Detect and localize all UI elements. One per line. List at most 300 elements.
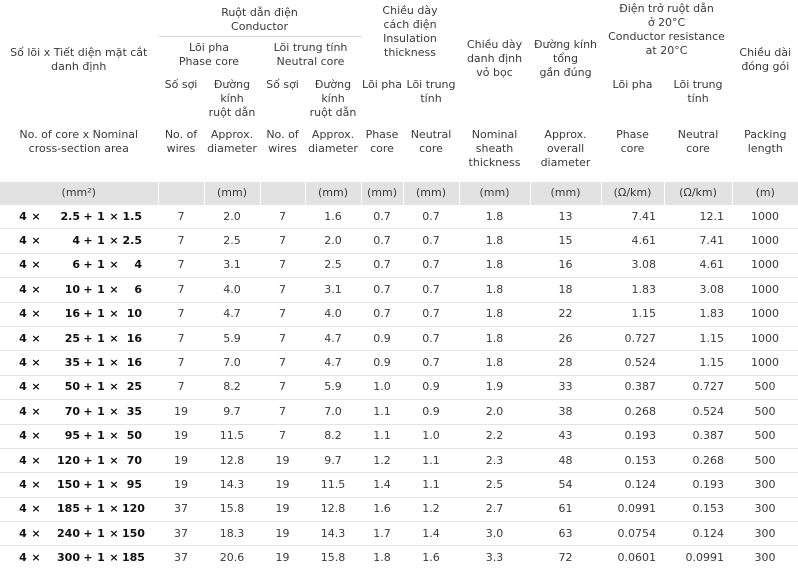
table-cell: 0.7 bbox=[361, 302, 403, 326]
table-row bbox=[0, 497, 798, 521]
table-cell: 3.1 bbox=[204, 253, 260, 277]
size-part: × bbox=[109, 209, 119, 223]
table-cell: 0.268 bbox=[601, 400, 664, 424]
size-part: 4 bbox=[19, 404, 27, 418]
table-cell: 1000 bbox=[732, 351, 798, 375]
size-cell bbox=[0, 253, 158, 277]
table-cell: 7.0 bbox=[305, 400, 361, 424]
table-cell: 4.7 bbox=[204, 302, 260, 326]
size-part: 70 bbox=[126, 453, 142, 467]
table-cell: 7 bbox=[158, 205, 204, 229]
table-cell: 0.7 bbox=[361, 229, 403, 253]
table-cell: 33 bbox=[530, 375, 601, 399]
unit-cell: (Ω/km) bbox=[601, 182, 664, 205]
size-cell bbox=[0, 424, 158, 448]
ins-neutral-vi: Lõi trung tính bbox=[403, 74, 459, 128]
neutral-core-group-header: Lõi trung tính Neutral core bbox=[260, 36, 361, 74]
sheath-header-en: Nominal sheath thickness bbox=[459, 128, 530, 182]
size-part: 1 bbox=[97, 331, 105, 345]
table-cell: 7 bbox=[158, 229, 204, 253]
table-cell: 7 bbox=[260, 351, 305, 375]
table-cell: 7 bbox=[260, 253, 305, 277]
table-cell: 1.15 bbox=[664, 326, 732, 350]
table-cell: 1000 bbox=[732, 278, 798, 302]
size-part: × bbox=[109, 234, 119, 248]
size-part: 1 bbox=[97, 258, 105, 272]
table-cell: 37 bbox=[158, 522, 204, 546]
table-cell: 0.387 bbox=[601, 375, 664, 399]
units-row bbox=[0, 182, 798, 205]
table-cell: 28 bbox=[530, 351, 601, 375]
size-part: 4 bbox=[19, 453, 27, 467]
size-part: 10 bbox=[64, 282, 80, 296]
table-cell: 1.6 bbox=[305, 205, 361, 229]
table-cell: 19 bbox=[158, 448, 204, 472]
phase-core-group-header: Lõi pha Phase core bbox=[158, 36, 260, 74]
size-part: 4 bbox=[19, 307, 27, 321]
size-part: 1 bbox=[97, 477, 105, 491]
size-part: 4 bbox=[19, 502, 27, 516]
table-cell: 1.7 bbox=[361, 522, 403, 546]
overall-header-vi: Đường kính tổng gần đúng bbox=[530, 0, 601, 128]
table-cell: 1.2 bbox=[361, 448, 403, 472]
size-part: × bbox=[31, 526, 41, 540]
table-cell: 0.268 bbox=[664, 448, 732, 472]
table-cell: 2.5 bbox=[305, 253, 361, 277]
table-cell: 7 bbox=[260, 302, 305, 326]
table-cell: 1.8 bbox=[361, 546, 403, 570]
table-cell: 0.124 bbox=[601, 473, 664, 497]
ins-phase-en: Phase core bbox=[361, 128, 403, 182]
size-part: 1 bbox=[97, 551, 105, 565]
table-cell: 0.9 bbox=[361, 351, 403, 375]
table-cell: 2.0 bbox=[459, 400, 530, 424]
size-part: + bbox=[83, 477, 93, 491]
overall-header-en: Approx. overall diameter bbox=[530, 128, 601, 182]
table-cell: 12.8 bbox=[305, 497, 361, 521]
size-part: × bbox=[109, 502, 119, 516]
table-cell: 300 bbox=[732, 546, 798, 570]
size-part: × bbox=[31, 429, 41, 443]
size-part: + bbox=[83, 209, 93, 223]
table-cell: 1000 bbox=[732, 205, 798, 229]
table-cell: 37 bbox=[158, 546, 204, 570]
size-part: + bbox=[83, 282, 93, 296]
size-part: × bbox=[31, 331, 41, 345]
size-part: 1 bbox=[97, 234, 105, 248]
size-part: 4 bbox=[19, 551, 27, 565]
table-cell: 11.5 bbox=[204, 424, 260, 448]
size-part: + bbox=[83, 453, 93, 467]
size-part: 25 bbox=[126, 380, 142, 394]
table-cell: 300 bbox=[732, 522, 798, 546]
table-cell: 2.2 bbox=[459, 424, 530, 448]
table-cell: 0.7 bbox=[403, 351, 459, 375]
table-cell: 1.8 bbox=[459, 229, 530, 253]
phase-diameter-en: Approx. diameter bbox=[204, 128, 260, 182]
table-cell: 0.7 bbox=[403, 302, 459, 326]
size-part: × bbox=[31, 380, 41, 394]
table-cell: 300 bbox=[732, 473, 798, 497]
table-cell: 1.1 bbox=[403, 473, 459, 497]
size-part: 1 bbox=[97, 356, 105, 370]
size-cell bbox=[0, 205, 158, 229]
size-part: + bbox=[83, 234, 93, 248]
table-cell: 14.3 bbox=[305, 522, 361, 546]
table-cell: 500 bbox=[732, 448, 798, 472]
size-part: + bbox=[83, 258, 93, 272]
table-cell: 0.524 bbox=[601, 351, 664, 375]
table-cell: 15.8 bbox=[204, 497, 260, 521]
sheath-header-vi: Chiều dày danh định vỏ bọc bbox=[459, 0, 530, 128]
unit-cell: (mm) bbox=[459, 182, 530, 205]
conductor-header: Ruột dẫn điện Conductor bbox=[158, 0, 361, 36]
table-row bbox=[0, 302, 798, 326]
table-cell: 0.9 bbox=[403, 400, 459, 424]
table-cell: 26 bbox=[530, 326, 601, 350]
table-cell: 1.6 bbox=[403, 546, 459, 570]
neutral-diameter-en: Approx. diameter bbox=[305, 128, 361, 182]
table-cell: 0.727 bbox=[601, 326, 664, 350]
size-part: 70 bbox=[64, 404, 80, 418]
size-part: × bbox=[109, 526, 119, 540]
size-cell bbox=[0, 497, 158, 521]
table-cell: 1.1 bbox=[361, 400, 403, 424]
size-part: 4 bbox=[19, 234, 27, 248]
table-cell: 4.7 bbox=[305, 326, 361, 350]
table-cell: 0.0991 bbox=[664, 546, 732, 570]
size-part: 6 bbox=[134, 282, 142, 296]
table-cell: 0.7 bbox=[361, 253, 403, 277]
size-cell bbox=[0, 375, 158, 399]
table-cell: 1.1 bbox=[361, 424, 403, 448]
table-cell: 1.9 bbox=[459, 375, 530, 399]
size-part: × bbox=[31, 234, 41, 248]
table-cell: 0.7 bbox=[361, 205, 403, 229]
table-cell: 0.193 bbox=[664, 473, 732, 497]
res-phase-vi: Lõi pha bbox=[601, 74, 664, 128]
size-cell bbox=[0, 302, 158, 326]
size-part: 1 bbox=[97, 526, 105, 540]
size-part: 95 bbox=[126, 477, 142, 491]
size-part: 16 bbox=[64, 307, 80, 321]
size-part: × bbox=[109, 331, 119, 345]
table-cell: 19 bbox=[260, 497, 305, 521]
table-cell: 1.0 bbox=[403, 424, 459, 448]
size-cell bbox=[0, 448, 158, 472]
table-cell: 1000 bbox=[732, 253, 798, 277]
size-part: × bbox=[31, 453, 41, 467]
table-cell: 18.3 bbox=[204, 522, 260, 546]
table-cell: 7 bbox=[260, 326, 305, 350]
neutral-no-wires-en: No. of wires bbox=[260, 128, 305, 182]
size-part: 6 bbox=[72, 258, 80, 272]
phase-no-wires-en: No. of wires bbox=[158, 128, 204, 182]
size-part: × bbox=[109, 477, 119, 491]
table-cell: 19 bbox=[260, 546, 305, 570]
table-cell: 48 bbox=[530, 448, 601, 472]
table-cell: 2.0 bbox=[305, 229, 361, 253]
size-part: + bbox=[83, 429, 93, 443]
table-row bbox=[0, 473, 798, 497]
size-part: 1 bbox=[97, 502, 105, 516]
table-cell: 1000 bbox=[732, 229, 798, 253]
table-cell: 19 bbox=[260, 448, 305, 472]
size-part: 4 bbox=[134, 258, 142, 272]
table-cell: 9.7 bbox=[204, 400, 260, 424]
table-cell: 0.193 bbox=[601, 424, 664, 448]
size-cell bbox=[0, 278, 158, 302]
unit-cell: (mm) bbox=[361, 182, 403, 205]
table-cell: 19 bbox=[158, 400, 204, 424]
table-cell: 1.8 bbox=[459, 326, 530, 350]
table-cell: 0.524 bbox=[664, 400, 732, 424]
size-part: + bbox=[83, 356, 93, 370]
size-part: × bbox=[109, 453, 119, 467]
table-cell: 1.8 bbox=[459, 302, 530, 326]
size-part: × bbox=[109, 356, 119, 370]
size-part: 150 bbox=[57, 477, 80, 491]
table-cell: 7.41 bbox=[601, 205, 664, 229]
size-part: × bbox=[109, 282, 119, 296]
size-part: + bbox=[83, 307, 93, 321]
table-row bbox=[0, 253, 798, 277]
table-cell: 0.9 bbox=[361, 326, 403, 350]
size-part: 300 bbox=[57, 551, 80, 565]
table-cell: 2.7 bbox=[459, 497, 530, 521]
table-cell: 2.5 bbox=[459, 473, 530, 497]
table-cell: 9.7 bbox=[305, 448, 361, 472]
table-cell: 3.0 bbox=[459, 522, 530, 546]
size-part: 1 bbox=[97, 380, 105, 394]
table-row bbox=[0, 448, 798, 472]
table-cell: 1.15 bbox=[664, 351, 732, 375]
table-cell: 7 bbox=[158, 375, 204, 399]
size-cell bbox=[0, 473, 158, 497]
table-cell: 61 bbox=[530, 497, 601, 521]
size-header-en: No. of core x Nominal cross-section area bbox=[0, 128, 158, 182]
table-cell: 500 bbox=[732, 375, 798, 399]
size-cell bbox=[0, 522, 158, 546]
unit-cell: (mm) bbox=[305, 182, 361, 205]
size-part: 1 bbox=[97, 209, 105, 223]
size-part: × bbox=[109, 258, 119, 272]
size-part: × bbox=[109, 429, 119, 443]
table-cell: 3.1 bbox=[305, 278, 361, 302]
size-part: × bbox=[31, 404, 41, 418]
table-cell: 7 bbox=[260, 205, 305, 229]
size-part: 4 bbox=[19, 282, 27, 296]
unit-cell: (mm) bbox=[204, 182, 260, 205]
table-cell: 7 bbox=[260, 229, 305, 253]
table-cell: 4.0 bbox=[204, 278, 260, 302]
size-part: × bbox=[31, 356, 41, 370]
table-cell: 3.08 bbox=[601, 253, 664, 277]
table-cell: 37 bbox=[158, 497, 204, 521]
table-cell: 1000 bbox=[732, 302, 798, 326]
table-cell: 0.9 bbox=[403, 375, 459, 399]
size-part: + bbox=[83, 526, 93, 540]
size-part: 1 bbox=[97, 429, 105, 443]
table-cell: 2.0 bbox=[204, 205, 260, 229]
unit-cell bbox=[158, 182, 204, 205]
size-part: × bbox=[109, 404, 119, 418]
table-cell: 43 bbox=[530, 424, 601, 448]
size-part: 95 bbox=[64, 429, 80, 443]
table-cell: 500 bbox=[732, 424, 798, 448]
table-cell: 15 bbox=[530, 229, 601, 253]
table-cell: 11.5 bbox=[305, 473, 361, 497]
table-cell: 19 bbox=[158, 424, 204, 448]
table-row bbox=[0, 400, 798, 424]
phase-diameter-vi: Đường kính ruột dẫn bbox=[204, 74, 260, 128]
table-cell: 22 bbox=[530, 302, 601, 326]
table-row bbox=[0, 522, 798, 546]
size-part: 4 bbox=[19, 356, 27, 370]
size-cell bbox=[0, 351, 158, 375]
insulation-header: Chiều dày cách điện Insulation thickness bbox=[361, 0, 459, 74]
size-part: 4 bbox=[72, 234, 80, 248]
table-cell: 1.8 bbox=[459, 351, 530, 375]
table-cell: 54 bbox=[530, 473, 601, 497]
table-cell: 7 bbox=[260, 400, 305, 424]
size-part: 240 bbox=[57, 526, 80, 540]
unit-cell: (mm) bbox=[403, 182, 459, 205]
table-row bbox=[0, 326, 798, 350]
table-cell: 8.2 bbox=[305, 424, 361, 448]
neutral-diameter-vi: Đường kính ruột dẫn bbox=[305, 74, 361, 128]
size-part: 4 bbox=[19, 331, 27, 345]
size-part: 50 bbox=[64, 380, 80, 394]
size-part: 35 bbox=[126, 404, 142, 418]
res-neutral-en: Neutral core bbox=[664, 128, 732, 182]
table-cell: 4.0 bbox=[305, 302, 361, 326]
table-cell: 15.8 bbox=[305, 546, 361, 570]
table-cell: 1.83 bbox=[664, 302, 732, 326]
table-cell: 38 bbox=[530, 400, 601, 424]
table-cell: 5.9 bbox=[305, 375, 361, 399]
table-cell: 0.124 bbox=[664, 522, 732, 546]
table-row bbox=[0, 205, 798, 229]
table-cell: 7 bbox=[158, 351, 204, 375]
size-part: × bbox=[109, 551, 119, 565]
size-part: × bbox=[31, 307, 41, 321]
size-part: × bbox=[109, 307, 119, 321]
table-cell: 1.4 bbox=[361, 473, 403, 497]
size-part: + bbox=[83, 502, 93, 516]
table-cell: 1.1 bbox=[403, 448, 459, 472]
table-row bbox=[0, 424, 798, 448]
table-cell: 4.61 bbox=[601, 229, 664, 253]
table-cell: 16 bbox=[530, 253, 601, 277]
size-part: 1 bbox=[97, 453, 105, 467]
table-cell: 300 bbox=[732, 497, 798, 521]
res-phase-en: Phase core bbox=[601, 128, 664, 182]
table-body bbox=[0, 205, 798, 570]
size-header-spacer bbox=[0, 74, 158, 128]
size-part: + bbox=[83, 380, 93, 394]
table-cell: 7 bbox=[158, 253, 204, 277]
unit-cell bbox=[260, 182, 305, 205]
table-cell: 19 bbox=[158, 473, 204, 497]
table-cell: 1.2 bbox=[403, 497, 459, 521]
size-part: 2.5 bbox=[122, 234, 142, 248]
size-part: 4 bbox=[19, 380, 27, 394]
table-cell: 7 bbox=[260, 375, 305, 399]
unit-cell: (mm) bbox=[530, 182, 601, 205]
size-part: × bbox=[109, 380, 119, 394]
unit-cell: (m) bbox=[732, 182, 798, 205]
table-cell: 0.7 bbox=[403, 278, 459, 302]
table-cell: 7 bbox=[158, 326, 204, 350]
size-cell bbox=[0, 229, 158, 253]
table-cell: 1.8 bbox=[459, 205, 530, 229]
table-cell: 1.6 bbox=[361, 497, 403, 521]
table-cell: 3.08 bbox=[664, 278, 732, 302]
unit-cell: (mm²) bbox=[0, 182, 158, 205]
size-part: × bbox=[31, 477, 41, 491]
table-cell: 3.3 bbox=[459, 546, 530, 570]
table-cell: 1.8 bbox=[459, 253, 530, 277]
table-cell: 19 bbox=[260, 522, 305, 546]
phase-no-wires-vi: Số sợi bbox=[158, 74, 204, 128]
size-part: 185 bbox=[57, 502, 80, 516]
table-cell: 2.3 bbox=[459, 448, 530, 472]
table-cell: 0.7 bbox=[403, 205, 459, 229]
size-part: + bbox=[83, 404, 93, 418]
table-cell: 20.6 bbox=[204, 546, 260, 570]
size-part: 150 bbox=[122, 526, 145, 540]
table-cell: 1.4 bbox=[403, 522, 459, 546]
table-cell: 1000 bbox=[732, 326, 798, 350]
table-cell: 14.3 bbox=[204, 473, 260, 497]
table-cell: 7 bbox=[260, 424, 305, 448]
resistance-header: Điện trở ruột dẫn ở 20°C Conductor resistance at 20°C bbox=[601, 0, 732, 74]
table-cell: 4.61 bbox=[664, 253, 732, 277]
size-part: 50 bbox=[126, 429, 142, 443]
size-part: 1 bbox=[97, 404, 105, 418]
table-cell: 7 bbox=[260, 278, 305, 302]
size-part: × bbox=[31, 502, 41, 516]
table-cell: 1.83 bbox=[601, 278, 664, 302]
table-cell: 0.7 bbox=[403, 229, 459, 253]
table-cell: 0.387 bbox=[664, 424, 732, 448]
table-cell: 7.0 bbox=[204, 351, 260, 375]
size-cell bbox=[0, 546, 158, 570]
res-neutral-vi: Lõi trung tính bbox=[664, 74, 732, 128]
ins-neutral-en: Neutral core bbox=[403, 128, 459, 182]
table-cell: 0.7 bbox=[403, 253, 459, 277]
packing-header-vi: Chiều dài đóng gói bbox=[739, 46, 792, 73]
table-cell: 72 bbox=[530, 546, 601, 570]
ins-phase-vi: Lõi pha bbox=[361, 74, 403, 128]
table-cell: 7 bbox=[158, 302, 204, 326]
table-cell: 8.2 bbox=[204, 375, 260, 399]
table-cell: 0.153 bbox=[601, 448, 664, 472]
size-part: × bbox=[31, 209, 41, 223]
size-part: 4 bbox=[19, 429, 27, 443]
table-cell: 0.153 bbox=[664, 497, 732, 521]
unit-cell: (Ω/km) bbox=[664, 182, 732, 205]
table-cell: 2.5 bbox=[204, 229, 260, 253]
table-cell: 1.8 bbox=[459, 278, 530, 302]
table-cell: 1.0 bbox=[361, 375, 403, 399]
size-header-vi: Số lõi x Tiết diện mặt cắt danh định bbox=[10, 46, 148, 73]
table-row bbox=[0, 546, 798, 570]
table-cell: 0.7 bbox=[403, 326, 459, 350]
table-row bbox=[0, 278, 798, 302]
table-cell: 0.0754 bbox=[601, 522, 664, 546]
